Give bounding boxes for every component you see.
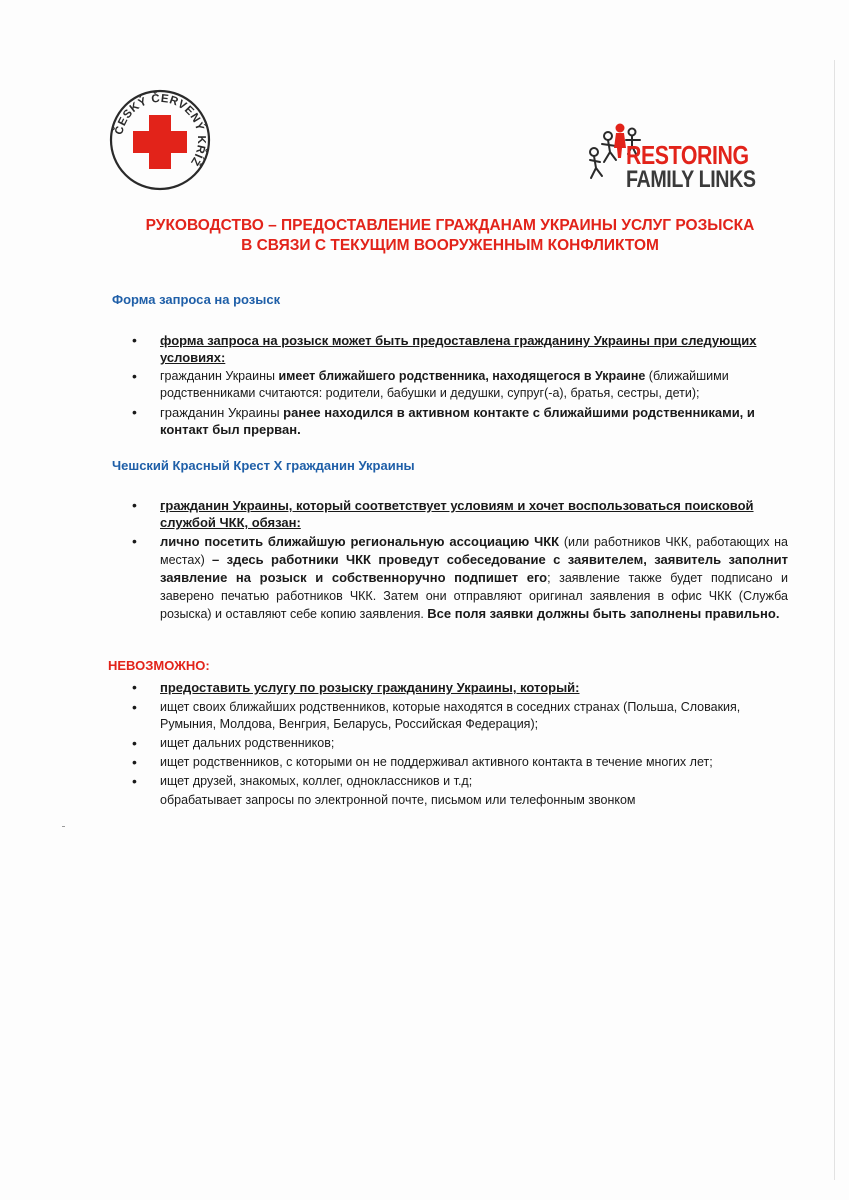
list-item-text: гражданин Украины, который соответствует условиям и хочет воспользоваться поисковой службой ЧКК, обязан: [160, 498, 754, 530]
section3-list [160, 679, 788, 811]
list-item [160, 497, 788, 531]
czech-red-cross-logo [108, 88, 212, 192]
list-item-text: обрабатывает запросы по электронной почте, письмом или телефонным звонком [160, 793, 636, 807]
list-item [160, 735, 788, 752]
list-item-text: гражданин Украины [160, 369, 279, 383]
list-item-text: ищет друзей, знакомых, коллег, одноклассников и т.д; [160, 774, 473, 788]
rfl-line1: RESTORING [626, 140, 749, 170]
list-item-text: (или работников ЧКК, работающих на местах) [160, 535, 789, 567]
list-item-text: ищет дальних родственников; [160, 736, 335, 750]
list-item-text: ищет своих ближайших родственников, которые находятся в соседних странах (Польша, Словакия, Румыния, Молдова, Венгрия, Беларусь, Российская Федерация); [160, 700, 741, 731]
section-heading-request-form: Форма запроса на розыск [112, 292, 281, 307]
list-item-text: форма запроса на розыск может быть предоставлена гражданину Украины при следующих условиях: [160, 333, 757, 365]
list-item-text: (ближайшими родственниками считаются: родители, бабушки и дедушки, супруг(-а), братья, сестры, дети); [160, 369, 729, 400]
ring-text: ČESKÝ ČERVENÝ KŘÍŽ [113, 92, 208, 168]
red-cross-horizontal [133, 131, 187, 153]
list-item [160, 754, 788, 771]
restoring-family-links-logo [586, 118, 762, 194]
section-heading-ckk: Чешский Красный Крест X гражданин Украины [112, 458, 415, 473]
section2-list [160, 497, 788, 625]
document-title [60, 216, 840, 256]
title-line-2: В СВЯЗИ С ТЕКУЩИМ ВООРУЖЕННЫМ КОНФЛИКТОМ [241, 237, 659, 254]
list-item-bold: ранее находился в активном контакте с ближайшими родственниками, и контакт был прерван. [160, 405, 755, 437]
section-heading-impossible: НЕВОЗМОЖНО: [108, 658, 210, 673]
list-item-text: гражданин Украины [160, 405, 284, 420]
list-item-text: ; заявление также будет подписано и заверено печатью работников ЧКК. Затем они отправляют оригинал заявления в офис ЧКК (Служба розыска) и оставляют себе копию заявления. [160, 571, 788, 621]
rfl-line2: FAMILY LINKS [626, 166, 756, 193]
scan-speck [62, 826, 65, 827]
list-item [160, 332, 788, 366]
list-item [160, 699, 788, 733]
list-item-bold: имеет ближайшего родственника, находящегося в Украине [278, 369, 646, 383]
list-item [160, 533, 788, 623]
scan-edge-line [834, 60, 835, 1180]
section1-list [160, 332, 788, 440]
list-item-bold: – здесь работники ЧКК проведут собеседование с заявителем, заявитель заполнит заявление на розыск и собственноручно подпишет его [160, 552, 789, 585]
list-item [160, 773, 788, 790]
list-item-text: предоставить услугу по розыску гражданину Украины, который: [160, 680, 580, 695]
list-item-bold: Все поля заявки должны быть заполнены правильно. [427, 606, 780, 621]
list-item-text: ищет родственников, с которыми он не поддерживал активного контакта в течение многих лет; [160, 755, 713, 769]
list-item [160, 368, 788, 402]
list-item [160, 792, 788, 809]
title-line-1: РУКОВОДСТВО – ПРЕДОСТАВЛЕНИЕ ГРАЖДАНАМ УКРАИНЫ УСЛУГ РОЗЫСКА [145, 217, 755, 234]
list-item-bold: лично посетить ближайшую региональную ассоциацию ЧКК [160, 534, 560, 549]
list-item [160, 404, 788, 438]
list-item [160, 679, 788, 697]
